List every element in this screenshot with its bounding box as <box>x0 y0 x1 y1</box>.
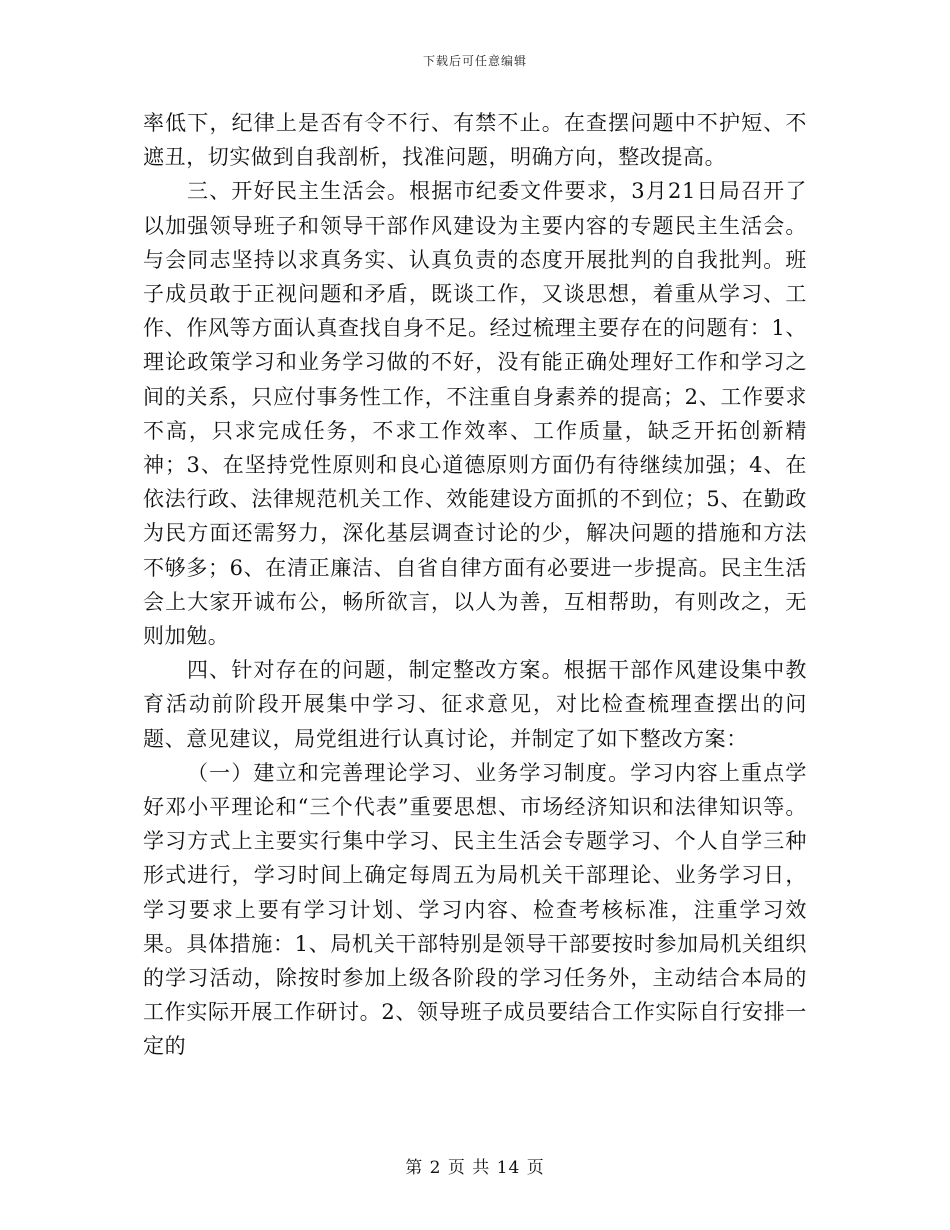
page-number: 第 2 页 共 14 页 <box>405 1158 545 1178</box>
document-body <box>143 106 807 1064</box>
paragraph-democratic-life-meeting: 三、开好民主生活会。根据市纪委文件要求，3月21日局召开了以加强领导班子和领导干部作风建设为主要内容的专题民主生活会。与会同志坚持以求真务实、认真负责的态度开展批判的自我批判。班子成员敢于正视问题和矛盾，既谈工作，又谈思想，着重从学习、工作、作风等方面认真查找自身不足。经过梳理主要存在的问题有：1、理论政策学习和业务学习做的不好，没有能正确处理好工作和学习之间的关系，只应付事务性工作，不注重自身素养的提高；2、工作要求不高，只求完成任务，不求工作效率、工作质量，缺乏开拓创新精神；3、在坚持党性原则和良心道德原则方面仍有待继续加强；4、在依法行政、法律规范机关工作、效能建设方面抓的不到位；5、在勤政为民方面还需努力，深化基层调查讨论的少，解决问题的措施和方法不够多；6、在清正廉洁、自省自律方面有必要进一步提高。民主生活会上大家开诚布公，畅所欲言，以人为善，互相帮助，有则改之，无则加勉。 <box>143 179 807 649</box>
paragraph-continuation: 率低下，纪律上是否有令不行、有禁不止。在查摆问题中不护短、不遮丑，切实做到自我剖析，找准问题，明确方向，整改提高。 <box>143 111 807 170</box>
paragraph-rectification-plan: 四、针对存在的问题，制定整改方案。根据干部作风建设集中教育活动前阶段开展集中学习、征求意见，对比检查梳理查摆出的问题、意见建议，局党组进行认真讨论，并制定了如下整改方案： <box>143 658 807 751</box>
page-header: 下载后可任意编辑 <box>422 54 527 68</box>
paragraph-study-system: （一）建立和完善理论学习、业务学习制度。学习内容上重点学好邓小平理论和“三个代表”重要思想、市场经济知识和法律知识等。学习方式上主要实行集中学习、民主生活会专题学习、个人自学三种形式进行，学习时间上确定每周五为局机关干部理论、业务学习日，学习要求上要有学习计划、学习内容、检查考核标准，注重学习效果。具体措施：1、局机关干部特别是领导干部要按时参加局机关组织的学习活动，除按时参加上级各阶段的学习任务外，主动结合本局的工作实际开展工作研讨。2、领导班子成员要结合工作实际自行安排一定的 <box>143 760 807 1059</box>
